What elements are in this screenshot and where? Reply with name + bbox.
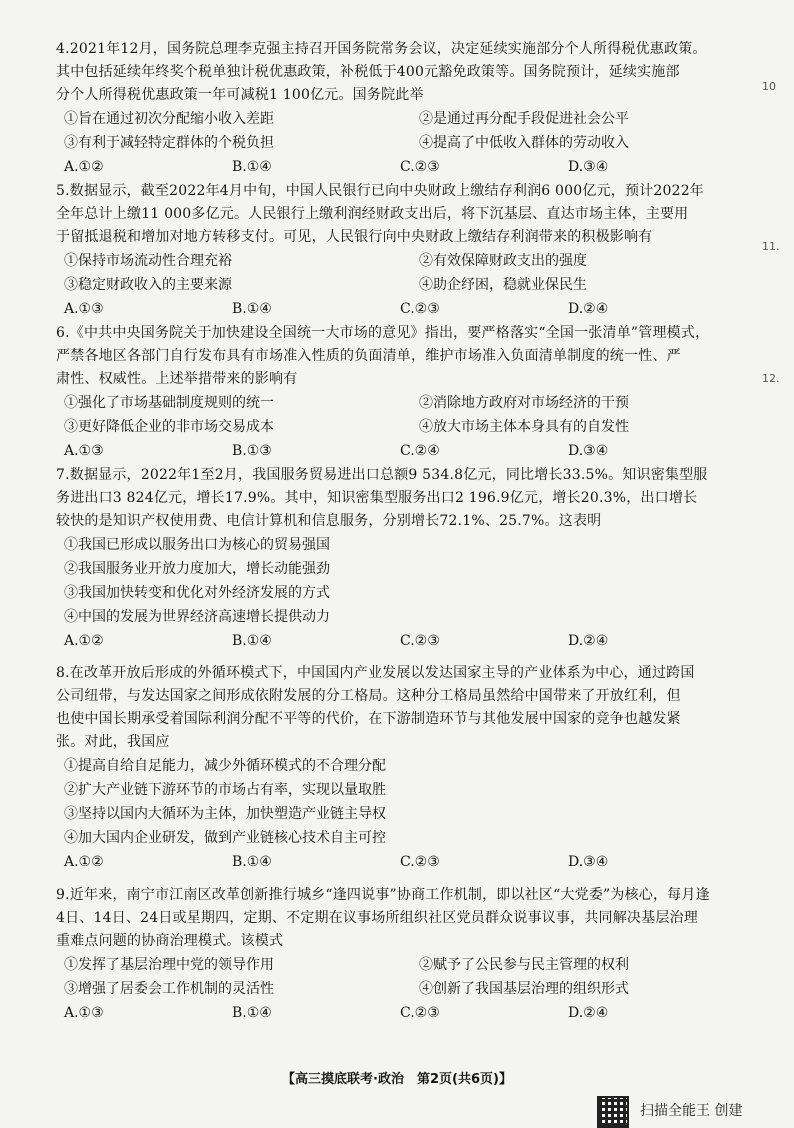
question-6: [56, 322, 736, 463]
q5-option: ①保持市场流动性合理充裕: [64, 253, 232, 269]
question-4: [56, 38, 736, 179]
q4-options-row: [56, 107, 736, 131]
q8-stem-line: 也使中国长期承受着国际利润分配不平等的代价，在下游制造环节与其他发展中国家的竞争也越发紧: [56, 711, 681, 727]
q8-option: ②扩大产业链下游环节的市场占有率，实现以量取胜: [64, 782, 386, 798]
q7-option: ④中国的发展为世界经济高速增长提供动力: [64, 609, 330, 625]
q8-stem-line: 8.在改革开放后形成的外循环模式下，中国国内产业发展以发达国家主导的产业体系为中心，通过跨国: [56, 665, 695, 681]
q4-stem-line: 其中包括延续年终奖个税单独计税优惠政策，补税低于400元豁免政策等。国务院预计，延续实施部: [56, 64, 680, 80]
q9-options-row: [56, 953, 736, 977]
q4-options-row: [56, 131, 736, 155]
q9-stem-line: 重难点问题的协商治理模式。该模式: [56, 933, 284, 949]
answer-choice: C.②④: [400, 443, 440, 459]
q7-option: ②我国服务业开放力度加大，增长动能强劲: [64, 561, 330, 577]
answer-choice: D.③④: [568, 159, 609, 175]
q8-stem-line: 张。对此，我国应: [56, 734, 170, 750]
q7-answers: [56, 629, 736, 653]
q5-options-row: [56, 249, 736, 273]
q5-answers: [56, 297, 736, 321]
q8-answers: [56, 850, 736, 874]
answer-choice: D.②④: [568, 1005, 609, 1021]
question-7: [56, 464, 736, 653]
q7-stem-line: 务进出口3 824亿元，增长17.9%。其中，知识密集型服务出口2 196.9亿元，增长20.3%，出口增长: [56, 490, 698, 506]
answer-choice: A.①②: [64, 854, 104, 870]
answer-choice: A.①③: [64, 443, 104, 459]
q6-answers: [56, 439, 736, 463]
q8-option: ④加大国内企业研发，做到产业链核心技术自主可控: [64, 830, 386, 846]
next-page-edge-text: 12.: [762, 372, 780, 385]
q8-stem-line: 公司纽带，与发达国家之间形成依附发展的分工格局。这种分工格局虽然给中国带来了开放红利，但: [56, 688, 681, 704]
q9-option: ③增强了居委会工作机制的灵活性: [64, 981, 274, 997]
q4-stem-line: 分个人所得税优惠政策一年可减税1 100亿元。国务院此举: [56, 87, 424, 103]
next-page-edge-text: 10: [762, 80, 776, 93]
q6-option: ①强化了市场基础制度规则的统一: [64, 395, 274, 411]
q9-option: ②赋予了公民参与民主管理的权利: [419, 957, 629, 973]
q5-option: ②有效保障财政支出的强度: [419, 253, 587, 269]
q6-stem-line: 6.《中共中央国务院关于加快建设全国统一大市场的意见》指出，要严格落实“全国一张清单”管理模式，: [56, 325, 710, 341]
answer-choice: D.③④: [568, 854, 609, 870]
q7-option: ③我国加快转变和优化对外经济发展的方式: [64, 585, 330, 601]
q4-option: ②是通过再分配手段促进社会公平: [419, 111, 629, 127]
question-9: [56, 884, 736, 1025]
answer-choice: B.①④: [232, 633, 272, 649]
q4-option: ①旨在通过初次分配缩小收入差距: [64, 111, 274, 127]
next-page-edge-text: 11.: [762, 240, 780, 253]
page-footer: 【高三摸底联考·政治 第2页(共6页)】: [282, 1072, 512, 1087]
q5-options-row: [56, 273, 736, 297]
q9-option: ④创新了我国基层治理的组织形式: [419, 981, 629, 997]
q9-answers: [56, 1001, 736, 1025]
q7-stem-line: 较快的是知识产权使用费、电信计算机和信息服务，分别增长72.1%、25.7%。这表明: [56, 513, 602, 529]
scanner-brand-label: 扫描全能王 创建: [640, 1103, 743, 1119]
q9-stem-line: 9.近年来，南宁市江南区改革创新推行城乡“逢四说事”协商工作机制，即以社区“大党委”为核心，每月逢: [56, 887, 710, 903]
answer-choice: B.①④: [232, 301, 272, 317]
q4-option: ③有利于减轻特定群体的个税负担: [64, 135, 274, 151]
q6-options-row: [56, 391, 736, 415]
q5-stem-line: 全年总计上缴11 000多亿元。人民银行上缴利润经财政支出后，将下沉基层、直达市场主体，主要用: [56, 206, 689, 222]
answer-choice: B.①④: [232, 159, 272, 175]
q7-stem-line: 7.数据显示，2022年1至2月，我国服务贸易进出口总额9 534.8亿元，同比增长33.5%。知识密集型服: [56, 467, 708, 483]
q6-options-row: [56, 415, 736, 439]
answer-choice: C.②③: [400, 159, 440, 175]
q9-stem-line: 4日、14日、24日或星期四，定期、不定期在议事场所组织社区党员群众说事议事，共同解决基层治理: [56, 910, 698, 926]
answer-choice: A.①③: [64, 301, 104, 317]
answer-choice: B.①④: [232, 1005, 272, 1021]
answer-choice: D.③④: [568, 443, 609, 459]
q9-option: ①发挥了基层治理中党的领导作用: [64, 957, 274, 973]
q4-stem-line: 4.2021年12月，国务院总理李克强主持召开国务院常务会议，决定延续实施部分个人所得税优惠政策。: [56, 41, 707, 57]
q4-option: ④提高了中低收入群体的劳动收入: [419, 135, 629, 151]
answer-choice: C.②③: [400, 301, 440, 317]
q6-stem-line: 严禁各地区各部门自行发布具有市场准入性质的负面清单，维护市场准入负面清单制度的统一性、严: [56, 348, 681, 364]
answer-choice: A.①②: [64, 159, 104, 175]
q5-option: ④助企纾困，稳就业保民生: [419, 277, 587, 293]
q6-option: ③更好降低企业的非市场交易成本: [64, 419, 274, 435]
q5-stem-line: 5.数据显示，截至2022年4月中旬，中国人民银行已向中央财政上缴结存利润6 000亿元，预计2022年: [56, 183, 704, 199]
q8-option: ①提高自给自足能力，减少外循环模式的不合理分配: [64, 758, 386, 774]
answer-choice: C.②③: [400, 633, 440, 649]
q5-stem-line: 于留抵退税和增加对地方转移支付。可见，人民银行向中央财政上缴结存利润带来的积极影响有: [56, 229, 653, 245]
question-8: [56, 662, 736, 874]
answer-choice: D.②④: [568, 633, 609, 649]
q6-option: ②消除地方政府对市场经济的干预: [419, 395, 629, 411]
q6-stem-line: 肃性、权威性。上述举措带来的影响有: [56, 371, 298, 387]
answer-choice: A.①③: [64, 1005, 104, 1021]
question-5: [56, 180, 736, 321]
q9-options-row: [56, 977, 736, 1001]
answer-choice: C.②③: [400, 1005, 440, 1021]
answer-choice: B.①④: [232, 854, 272, 870]
answer-choice: A.①②: [64, 633, 104, 649]
q5-option: ③稳定财政收入的主要来源: [64, 277, 232, 293]
qr-code-icon: [597, 1096, 629, 1128]
q7-option: ①我国已形成以服务出口为核心的贸易强国: [64, 537, 330, 553]
answer-choice: C.②③: [400, 854, 440, 870]
q6-option: ④放大市场主体本身具有的自发性: [419, 419, 629, 435]
answer-choice: D.②④: [568, 301, 609, 317]
answer-choice: B.①③: [232, 443, 272, 459]
q8-option: ③坚持以国内大循环为主体，加快塑造产业链主导权: [64, 806, 386, 822]
q4-answers: [56, 155, 736, 179]
